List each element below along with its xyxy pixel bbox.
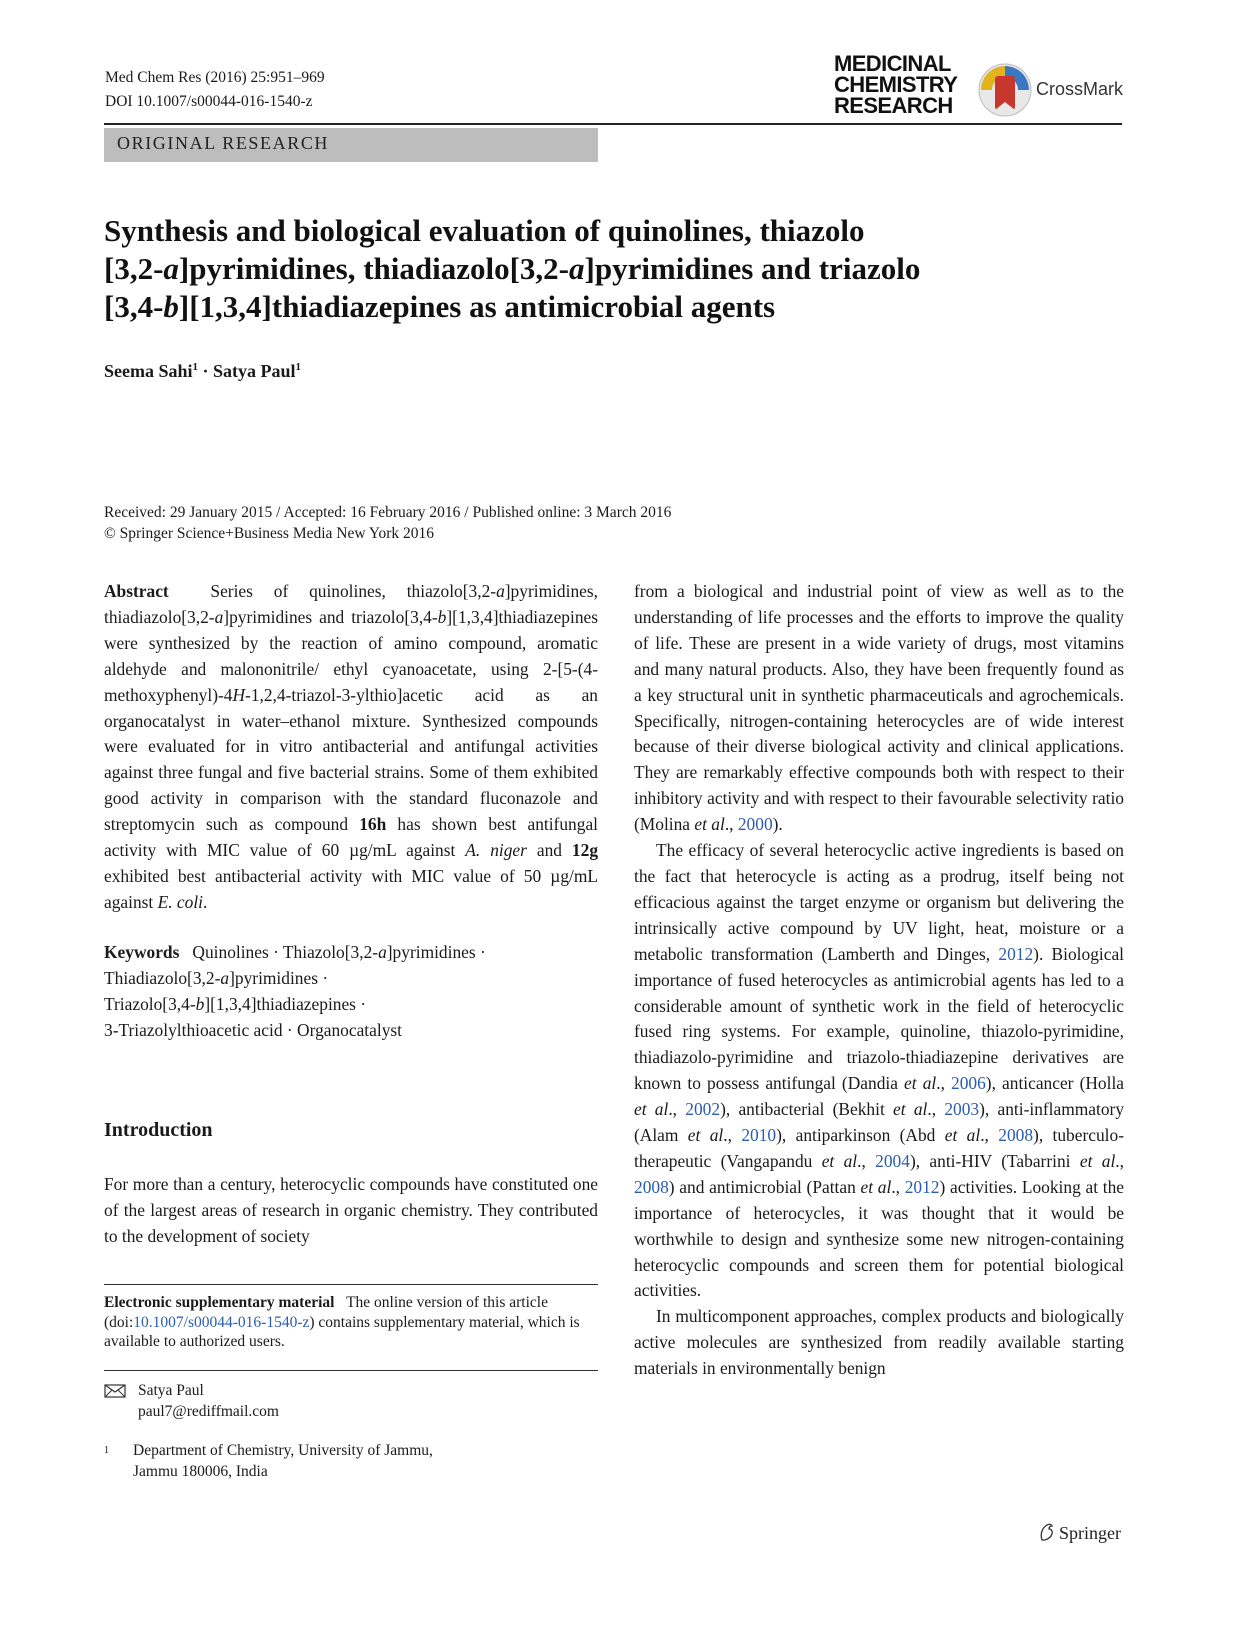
author-name[interactable]: Satya Paul bbox=[213, 361, 296, 381]
footnote-divider bbox=[104, 1370, 598, 1371]
abstract-text: ]pyrimidines and triazolo[3,4- bbox=[223, 606, 438, 627]
history-dates: Received: 29 January 2015 / Accepted: 16 February 2016 / Published online: 3 March 2016 bbox=[104, 504, 672, 521]
keyword: Thiazolo[3,2- bbox=[282, 941, 379, 962]
citation-etal: et al bbox=[1079, 1150, 1116, 1171]
abstract-label: Abstract bbox=[104, 581, 169, 601]
citation-link[interactable]: 2006 bbox=[951, 1073, 986, 1094]
abstract-italic: H bbox=[232, 684, 246, 705]
body-text: ). Biological importance of fused heterocycles as antimicrobial agents has led to a considerable amount of synthetic work in the field of heterocyclic fused ring systems. For example, quinoline, thiazolo-pyrimidine, thiadiazolo-pyrimidine and triazolo-thiadiazepine derivatives are known to possess antifungal (Dandia bbox=[634, 943, 1125, 1094]
affiliation-marker: 1 bbox=[192, 361, 199, 373]
title-text: Synthesis and biological evaluation of quinolines, thiazolo bbox=[104, 213, 865, 248]
affiliation-number: 1 bbox=[104, 1445, 109, 1456]
envelope-icon bbox=[104, 1384, 126, 1398]
keyword-separator: · bbox=[475, 941, 486, 962]
body-paragraph: The efficacy of several heterocyclic active ingredients is based on the fact that heterocycle is acting as a prodrug, itself being not efficacious against the target enzyme or organism but delivering the intrinsically active compound by UV light, heat, moisture or a metabolic transformation (Lamberth and Dinges, 2012). Biological importance of fused heterocycles as antimicrobial agents has led to a considerable amount of synthetic work in the field of heterocyclic fused ring systems. For example, quinoline, thiazolo-pyrimidine, thiadiazolo-pyrimidine and triazolo-thiadiazepine derivatives are known to possess antifungal (Dandia et al., 2006), anticancer (Holla et al., 2002), antibacterial (Bekhit et al., 2003), anti-inflammatory (Alam et al., 2010), antiparkinson (Abd et al., 2008), tuberculo-therapeutic (Vangapandu et al., 2004), anti-HIV (Tabarrini et al., 2008) and antimicrobial (Pattan et al., 2012) activities. Looking at the importance of heterocycles, it was thought that it would be worthwhile to design and synthesize some new nitrogen-containing heterocyclic compounds and screen them for potential biological activities. bbox=[634, 840, 1125, 1301]
citation-etal: et al bbox=[860, 1176, 892, 1197]
title-italic: b bbox=[163, 289, 179, 324]
journal-citation: Med Chem Res (2016) 25:951–969 bbox=[105, 69, 325, 86]
citation-link[interactable]: 2003 bbox=[944, 1099, 980, 1120]
abstract-italic: a bbox=[496, 581, 505, 601]
correspondence bbox=[104, 1380, 279, 1422]
logo-line-3: RESEARCH bbox=[834, 93, 953, 118]
author-list bbox=[104, 361, 301, 382]
title-line-2 bbox=[104, 250, 1104, 288]
author-name[interactable]: Seema Sahi bbox=[104, 361, 193, 381]
springer-horse-icon bbox=[1038, 1522, 1056, 1542]
body-text: ) and antimicrobial (Pattan bbox=[668, 1176, 861, 1197]
body-paragraph bbox=[634, 579, 1124, 838]
article-title bbox=[104, 212, 1104, 326]
abstract-section bbox=[104, 579, 598, 1043]
affiliation-line: Department of Chemistry, University of Jammu, bbox=[133, 1442, 433, 1459]
body-text: from a biological and industrial point of view as well as to the understanding of life processes and the efforts to improve the quality of life. These are present in a wide variety of drugs, most vitamins and many natural products. Also, they have been frequently found as a key structural unit in synthetic pharmaceuticals and agrochemicals. Specifically, nitrogen-containing heterocycles are of wide interest because of their diverse biological activity and clinical applications. They are remarkably effective compounds both with respect to their inhibitory activity and with respect to their favourable selectivity ratio (Molina bbox=[634, 581, 1124, 835]
keyword-italic: a bbox=[220, 967, 230, 988]
abstract-italic: a bbox=[214, 606, 224, 627]
corresponding-author: Satya Paul bbox=[138, 1382, 204, 1399]
keyword: ][1,3,4]thiadiazepines bbox=[204, 993, 356, 1014]
abstract-text: has shown best antifungal activity with MIC value of 60 µg/mL against bbox=[104, 814, 598, 861]
right-column-text bbox=[634, 579, 1124, 1382]
citation-etal: et al bbox=[904, 1073, 937, 1094]
body-text: ), antibacterial (Bekhit bbox=[720, 1099, 894, 1120]
title-line-1 bbox=[104, 212, 1104, 250]
keyword-separator: · bbox=[317, 967, 329, 988]
logo-line-1: MEDICINAL bbox=[834, 51, 951, 76]
supplementary-note bbox=[104, 1293, 598, 1352]
citation-etal: et al bbox=[634, 1099, 669, 1120]
abstract-text: exhibited best antibacterial activity with MIC value of 50 µg/mL against bbox=[104, 865, 598, 912]
citation-etal: et al bbox=[821, 1150, 858, 1171]
keyword-separator: · bbox=[355, 993, 367, 1014]
keyword-italic: a bbox=[378, 941, 387, 962]
supplementary-text: ) contains supplementary material, which is available to authorized users. bbox=[104, 1313, 580, 1350]
affiliation-text bbox=[133, 1440, 433, 1482]
citation-link[interactable]: 2000 bbox=[737, 814, 773, 835]
footnote-divider bbox=[104, 1284, 598, 1285]
citation-etal: et al bbox=[687, 1125, 724, 1146]
crossmark-label[interactable]: CrossMark bbox=[1036, 79, 1124, 99]
citation-etal: et al bbox=[944, 1125, 981, 1146]
citation-etal: et al bbox=[893, 1099, 928, 1120]
doi-link[interactable]: 10.1007/s00044-016-1540-z bbox=[133, 1313, 310, 1331]
introduction-heading: Introduction bbox=[104, 1119, 213, 1141]
keyword: ]pyrimidines bbox=[386, 941, 476, 962]
abstract-text: Series of quinolines, thiazolo[3,2- bbox=[210, 581, 497, 601]
body-paragraph: In multicomponent approaches, complex products and biologically active molecules are synthesized from readily available starting materials in environmentally benign bbox=[634, 1306, 1124, 1379]
abstract-text: and bbox=[526, 840, 572, 861]
title-text: [3,4- bbox=[104, 289, 164, 324]
body-text: ). bbox=[772, 814, 783, 835]
logo-line-2: CHEMISTRY bbox=[834, 72, 958, 97]
affiliation bbox=[104, 1440, 433, 1482]
compound-label: 16h bbox=[359, 814, 387, 835]
journal-logo bbox=[834, 53, 957, 116]
keyword-italic: b bbox=[195, 993, 205, 1014]
publisher-footer bbox=[1038, 1522, 1121, 1544]
organism-name: A. niger bbox=[465, 840, 527, 861]
citation-etal: et al bbox=[694, 814, 725, 835]
citation-link[interactable]: 2004 bbox=[875, 1150, 910, 1171]
keyword-separator: · bbox=[282, 1019, 298, 1040]
citation-link[interactable]: 2008 bbox=[634, 1176, 669, 1197]
citation-link[interactable]: 2012 bbox=[904, 1176, 940, 1197]
body-text: ), anti-inflammatory (Alam bbox=[634, 1099, 1125, 1146]
header-divider bbox=[104, 123, 1122, 125]
citation-link[interactable]: 2002 bbox=[685, 1099, 721, 1120]
keyword: Quinolines bbox=[192, 941, 269, 962]
keyword: Organocatalyst bbox=[297, 1019, 402, 1040]
body-text: ., bbox=[724, 814, 738, 835]
organism-name: E. coli bbox=[157, 891, 204, 912]
title-italic: a bbox=[569, 251, 585, 286]
keyword: ]pyrimidines bbox=[229, 967, 318, 988]
body-text: ), anticancer (Holla bbox=[985, 1073, 1124, 1094]
abstract-italic: b bbox=[437, 606, 447, 627]
title-text: ]pyrimidines and triazolo bbox=[584, 251, 921, 286]
compound-label: 12g bbox=[571, 840, 599, 861]
supplementary-label: Electronic supplementary material bbox=[104, 1294, 335, 1311]
abstract-text: -1,2,4-triazol-3-ylthio]acetic acid as an organocatalyst in water–ethanol mixture. Synthesized compounds were evaluated for in vitro antibacterial and antifungal activities against three fungal and five bacterial strains. Some of them exhibited good activity in comparison with the standard fluconazole and streptomycin such as compound bbox=[104, 684, 598, 835]
citation-link[interactable]: 2012 bbox=[998, 943, 1034, 964]
journal-citation-block bbox=[105, 66, 325, 114]
author-email[interactable]: paul7@rediffmail.com bbox=[138, 1403, 279, 1420]
abstract-text: ][1,3,4]thiadiazepines were synthesized by the reaction of amino compound, aromatic aldehyde and malononitrile/ ethyl cyanoacetate, using 2-[5-(4-methoxyphenyl)-4 bbox=[104, 606, 598, 705]
keywords-label: Keywords bbox=[104, 941, 180, 962]
body-text: ), tuberculo-therapeutic (Vangapandu bbox=[634, 1125, 1124, 1171]
title-text: ][1,3,4]thiadiazepines as antimicrobial agents bbox=[178, 289, 776, 324]
author-separator: · bbox=[198, 361, 214, 381]
corresponding-author-line bbox=[104, 1380, 279, 1401]
keywords bbox=[104, 940, 598, 1044]
copyright: © Springer Science+Business Media New York 2016 bbox=[104, 525, 435, 542]
keyword: 3-Triazolylthioacetic acid bbox=[104, 1019, 283, 1040]
section-label: ORIGINAL RESEARCH bbox=[117, 133, 330, 153]
affiliation-marker: 1 bbox=[295, 361, 302, 373]
introduction-text bbox=[104, 1172, 598, 1250]
body-text: ), antiparkinson (Abd bbox=[776, 1125, 945, 1146]
title-text: ]pyrimidines, thiadiazolo[3,2- bbox=[178, 251, 569, 286]
citation-link[interactable]: 2010 bbox=[741, 1125, 777, 1146]
body-text: ) activities. Looking at the importance of heterocycles, it was thought that it would be worthwhile to design and synthesize some new nitrogen-containing heterocyclic compounds and screen them for potential biological activities. bbox=[634, 1176, 1124, 1301]
title-text: [3,2- bbox=[104, 251, 164, 286]
title-italic: a bbox=[163, 251, 179, 286]
doi-line: DOI 10.1007/s00044-016-1540-z bbox=[105, 93, 313, 110]
body-text: ), anti-HIV (Tabarrini bbox=[909, 1150, 1080, 1171]
citation-link[interactable]: 2008 bbox=[998, 1125, 1034, 1146]
abstract-text: . bbox=[203, 891, 208, 912]
title-line-3 bbox=[104, 288, 1104, 326]
keyword-separator: · bbox=[268, 941, 283, 962]
keyword: Thiadiazolo[3,2- bbox=[104, 967, 221, 988]
publication-dates bbox=[104, 502, 671, 544]
abstract-text: ]pyrimidines, thiadiazolo[3,2- bbox=[104, 581, 598, 627]
body-text: The efficacy of several heterocyclic active ingredients is based on the fact that heterocycle is acting as a prodrug, itself being not efficacious against the target enzyme or organism but delivering the intrinsically active compound by UV light, heat, moisture or a metabolic transformation (Lamberth and Dinges, bbox=[634, 840, 1124, 964]
keyword: Triazolo[3,4- bbox=[104, 993, 196, 1014]
publisher-name: Springer bbox=[1059, 1523, 1121, 1543]
abstract-paragraph bbox=[104, 579, 598, 916]
affiliation-line: Jammu 180006, India bbox=[133, 1463, 268, 1480]
supplementary-text: The online version of this article (doi: bbox=[104, 1294, 548, 1331]
crossmark-icon[interactable] bbox=[978, 60, 1032, 120]
introduction-paragraph: For more than a century, heterocyclic compounds have constituted one of the largest areas of research in organic chemistry. They contributed to the development of society bbox=[104, 1174, 598, 1246]
